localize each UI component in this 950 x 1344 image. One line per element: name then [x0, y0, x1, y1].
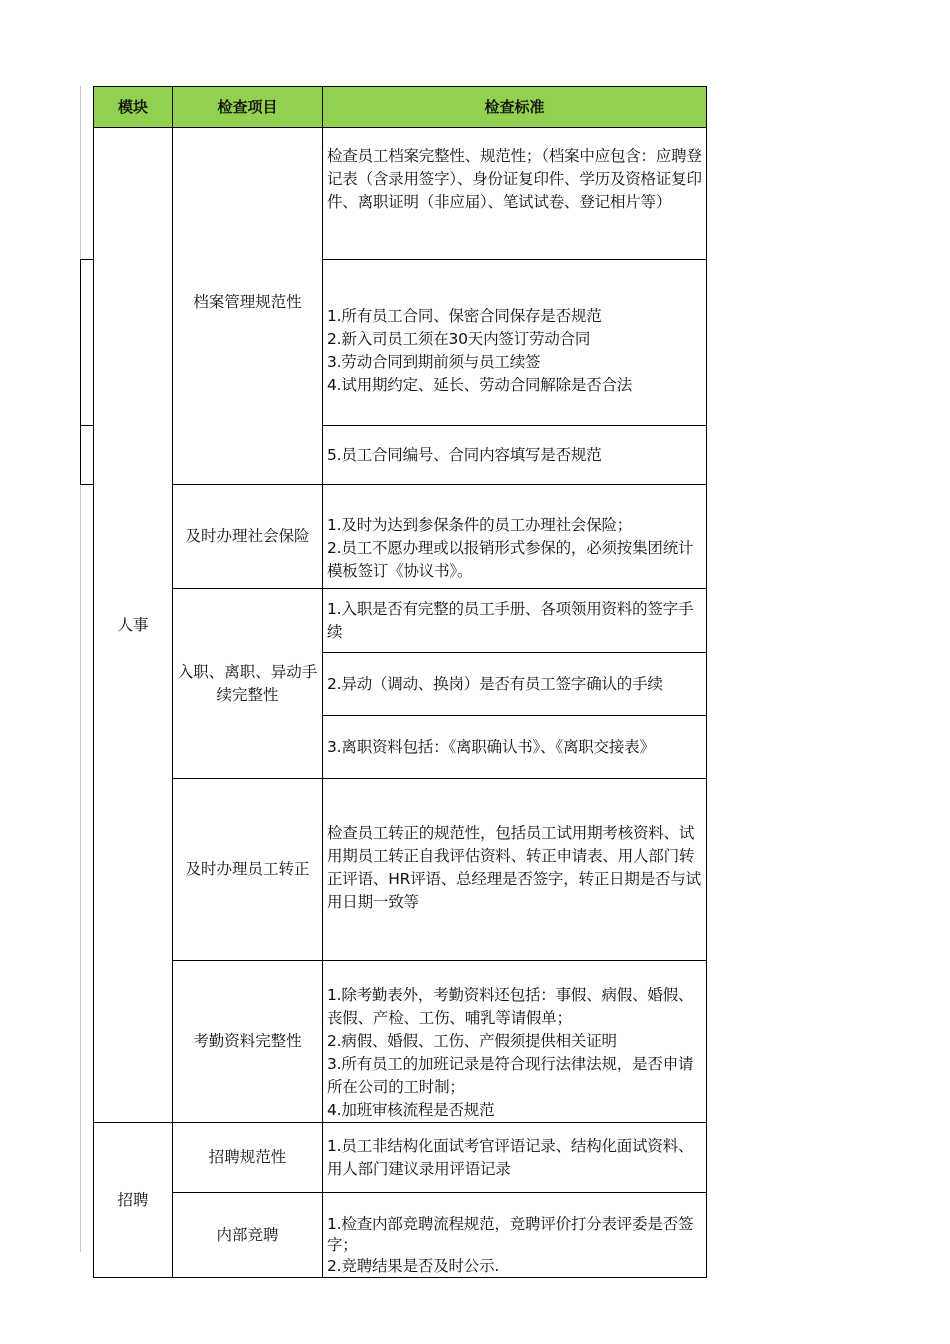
table-row [94, 128, 707, 260]
item-cell [173, 128, 323, 485]
item-label: 档案管理规范性 [193, 293, 302, 311]
item-cell [173, 485, 323, 589]
margin-stub [80, 484, 93, 485]
header-standard: 检查标准 [323, 87, 707, 128]
item-cell [173, 589, 323, 779]
table-row [94, 485, 707, 589]
item-label: 及时办理社会保险 [185, 527, 310, 545]
standard-text: 3.离职资料包括：《离职确认书》、《离职交接表》 [327, 737, 655, 756]
standard-cell [323, 1123, 707, 1193]
standard-cell [323, 260, 707, 426]
item-label: 内部竞聘 [216, 1225, 279, 1244]
standard-cell [323, 485, 707, 589]
standard-cell [323, 653, 707, 716]
standard-text: 1.入职是否有完整的员工手册、各项领用资料的签字手续 [327, 599, 694, 641]
standard-cell [323, 961, 707, 1123]
standard-cell [323, 716, 707, 779]
item-label: 入职、离职、异动手续完整性 [177, 662, 318, 704]
item-label: 招聘规范性 [208, 1148, 287, 1166]
standard-cell [323, 1193, 707, 1278]
standard-text: 1.员工非结构化面试考官评语记录、结构化面试资料、用人部门建议录用评语记录 [327, 1136, 694, 1178]
standard-cell [323, 128, 707, 260]
standard-cell [323, 426, 707, 485]
item-cell [173, 779, 323, 961]
module-cell: 人事 [94, 128, 173, 1123]
standard-text: 2.异动（调动、换岗）是否有员工签字确认的手续 [327, 674, 663, 693]
margin-stub [80, 259, 81, 485]
standard-text: 1.检查内部竞聘流程规范，竞聘评价打分表评委是否签字； 2.竞聘结果是否及时公示. [327, 1215, 694, 1275]
standard-cell [323, 779, 707, 961]
header-module: 模块 [94, 87, 173, 128]
standard-text: 检查员工档案完整性、规范性；（档案中应包含：应聘登记表（含录用签字）、身份证复印件、学历及资格证复印件、离职证明（非应届）、笔试试卷、登记相片等） [327, 147, 702, 211]
standard-cell [323, 589, 707, 653]
header-item: 检查项目 [173, 87, 323, 128]
item-label: 考勤资料完整性 [193, 1032, 302, 1050]
table-row [94, 779, 707, 961]
table-row [94, 961, 707, 1123]
table-row [94, 589, 707, 653]
item-cell [173, 1193, 323, 1278]
table-row [94, 1123, 707, 1193]
item-label: 及时办理员工转正 [185, 860, 310, 878]
standard-text: 检查员工转正的规范性，包括员工试用期考核资料、试用期员工转正自我评估资料、转正申请表、用人部门转正评语、HR评语、总经理是否签字，转正日期是否与试用日期一致等 [327, 824, 701, 911]
standard-text: 1.除考勤表外，考勤资料还包括：事假、病假、婚假、丧假、产检、工伤、哺乳等请假单； 2.病假、婚假、工伤、产假须提供相关证明 3.所有员工的加班记录是符合现行法律法规，是否申请所在公司的工时制； 4.加班审核流程是否规范 [327, 986, 694, 1119]
inspection-table [93, 86, 707, 1278]
margin-stub [80, 425, 93, 426]
standard-text: 1.所有员工合同、保密合同保存是否规范 2.新入司员工须在30天内签订劳动合同 3.劳动合同到期前须与员工续签 4.试用期约定、延长、劳动合同解除是否合法 [327, 307, 633, 394]
item-cell [173, 1123, 323, 1193]
module-cell: 招聘 [94, 1123, 173, 1278]
standard-text: 1.及时为达到参保条件的员工办理社会保险； 2.员工不愿办理或以报销形式参保的，必须按集团统计模板签订《协议书》。 [327, 515, 694, 580]
item-cell [173, 961, 323, 1123]
header-row [94, 87, 707, 128]
standard-text: 5.员工合同编号、合同内容填写是否规范 [327, 445, 602, 464]
margin-stub [80, 259, 93, 260]
table-row [94, 1193, 707, 1278]
